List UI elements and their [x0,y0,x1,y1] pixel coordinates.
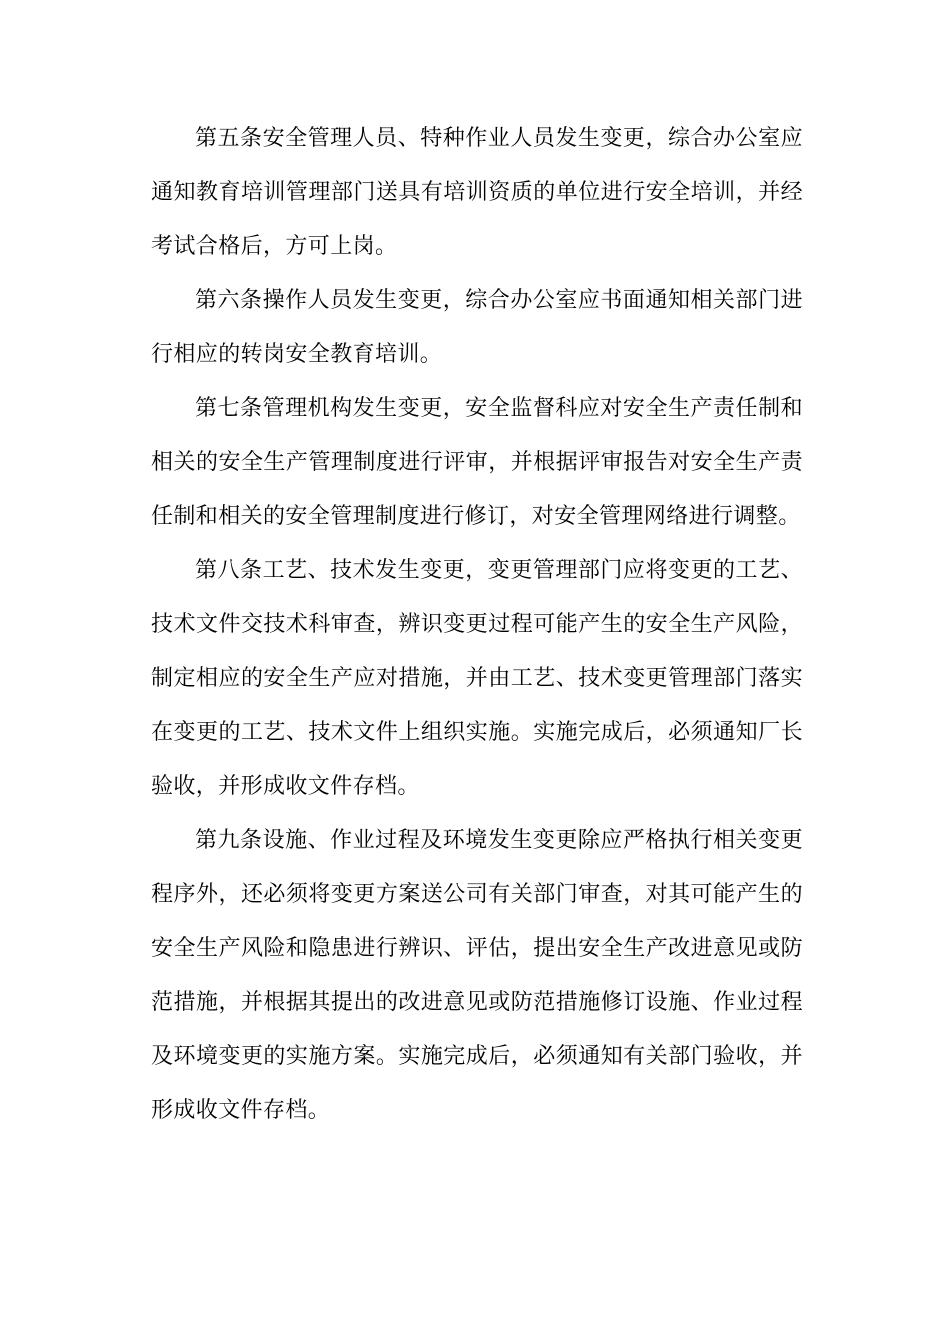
article-9-paragraph: 第九条设施、作业过程及环境发生变更除应严格执行相关变更程序外，还必须将变更方案送公司有关部门审查，对其可能产生的安全生产风险和隐患进行辨识、评估，提出安全生产改进意见或防范措施，并根据其提出的改进意见或防范措施修订设施、作业过程及环境变更的实施方案。实施完成后，必须通知有关部门验收，并形成收文件存档。 [151,828,803,1123]
article-5-paragraph: 第五条安全管理人员、特种作业人员发生变更，综合办公室应通知教育培训管理部门送具有培训资质的单位进行安全培训，并经考试合格后，方可上岗。 [151,126,803,259]
document-body [151,112,803,1138]
article-7-paragraph: 第七条管理机构发生变更，安全监督科应对安全生产责任制和相关的安全生产管理制度进行评审，并根据评审报告对安全生产责任制和相关的安全管理制度进行修订，对安全管理网络进行调整。 [151,396,803,529]
article-6-paragraph: 第六条操作人员发生变更，综合办公室应书面通知相关部门进行相应的转岗安全教育培训。 [151,288,803,367]
article-8-paragraph: 第八条工艺、技术发生变更，变更管理部门应将变更的工艺、技术文件交技术科审查，辨识变更过程可能产生的安全生产风险，制定相应的安全生产应对措施，并由工艺、技术变更管理部门落实在变更的工艺、技术文件上组织实施。实施完成后，必须通知厂长验收，并形成收文件存档。 [151,558,803,799]
